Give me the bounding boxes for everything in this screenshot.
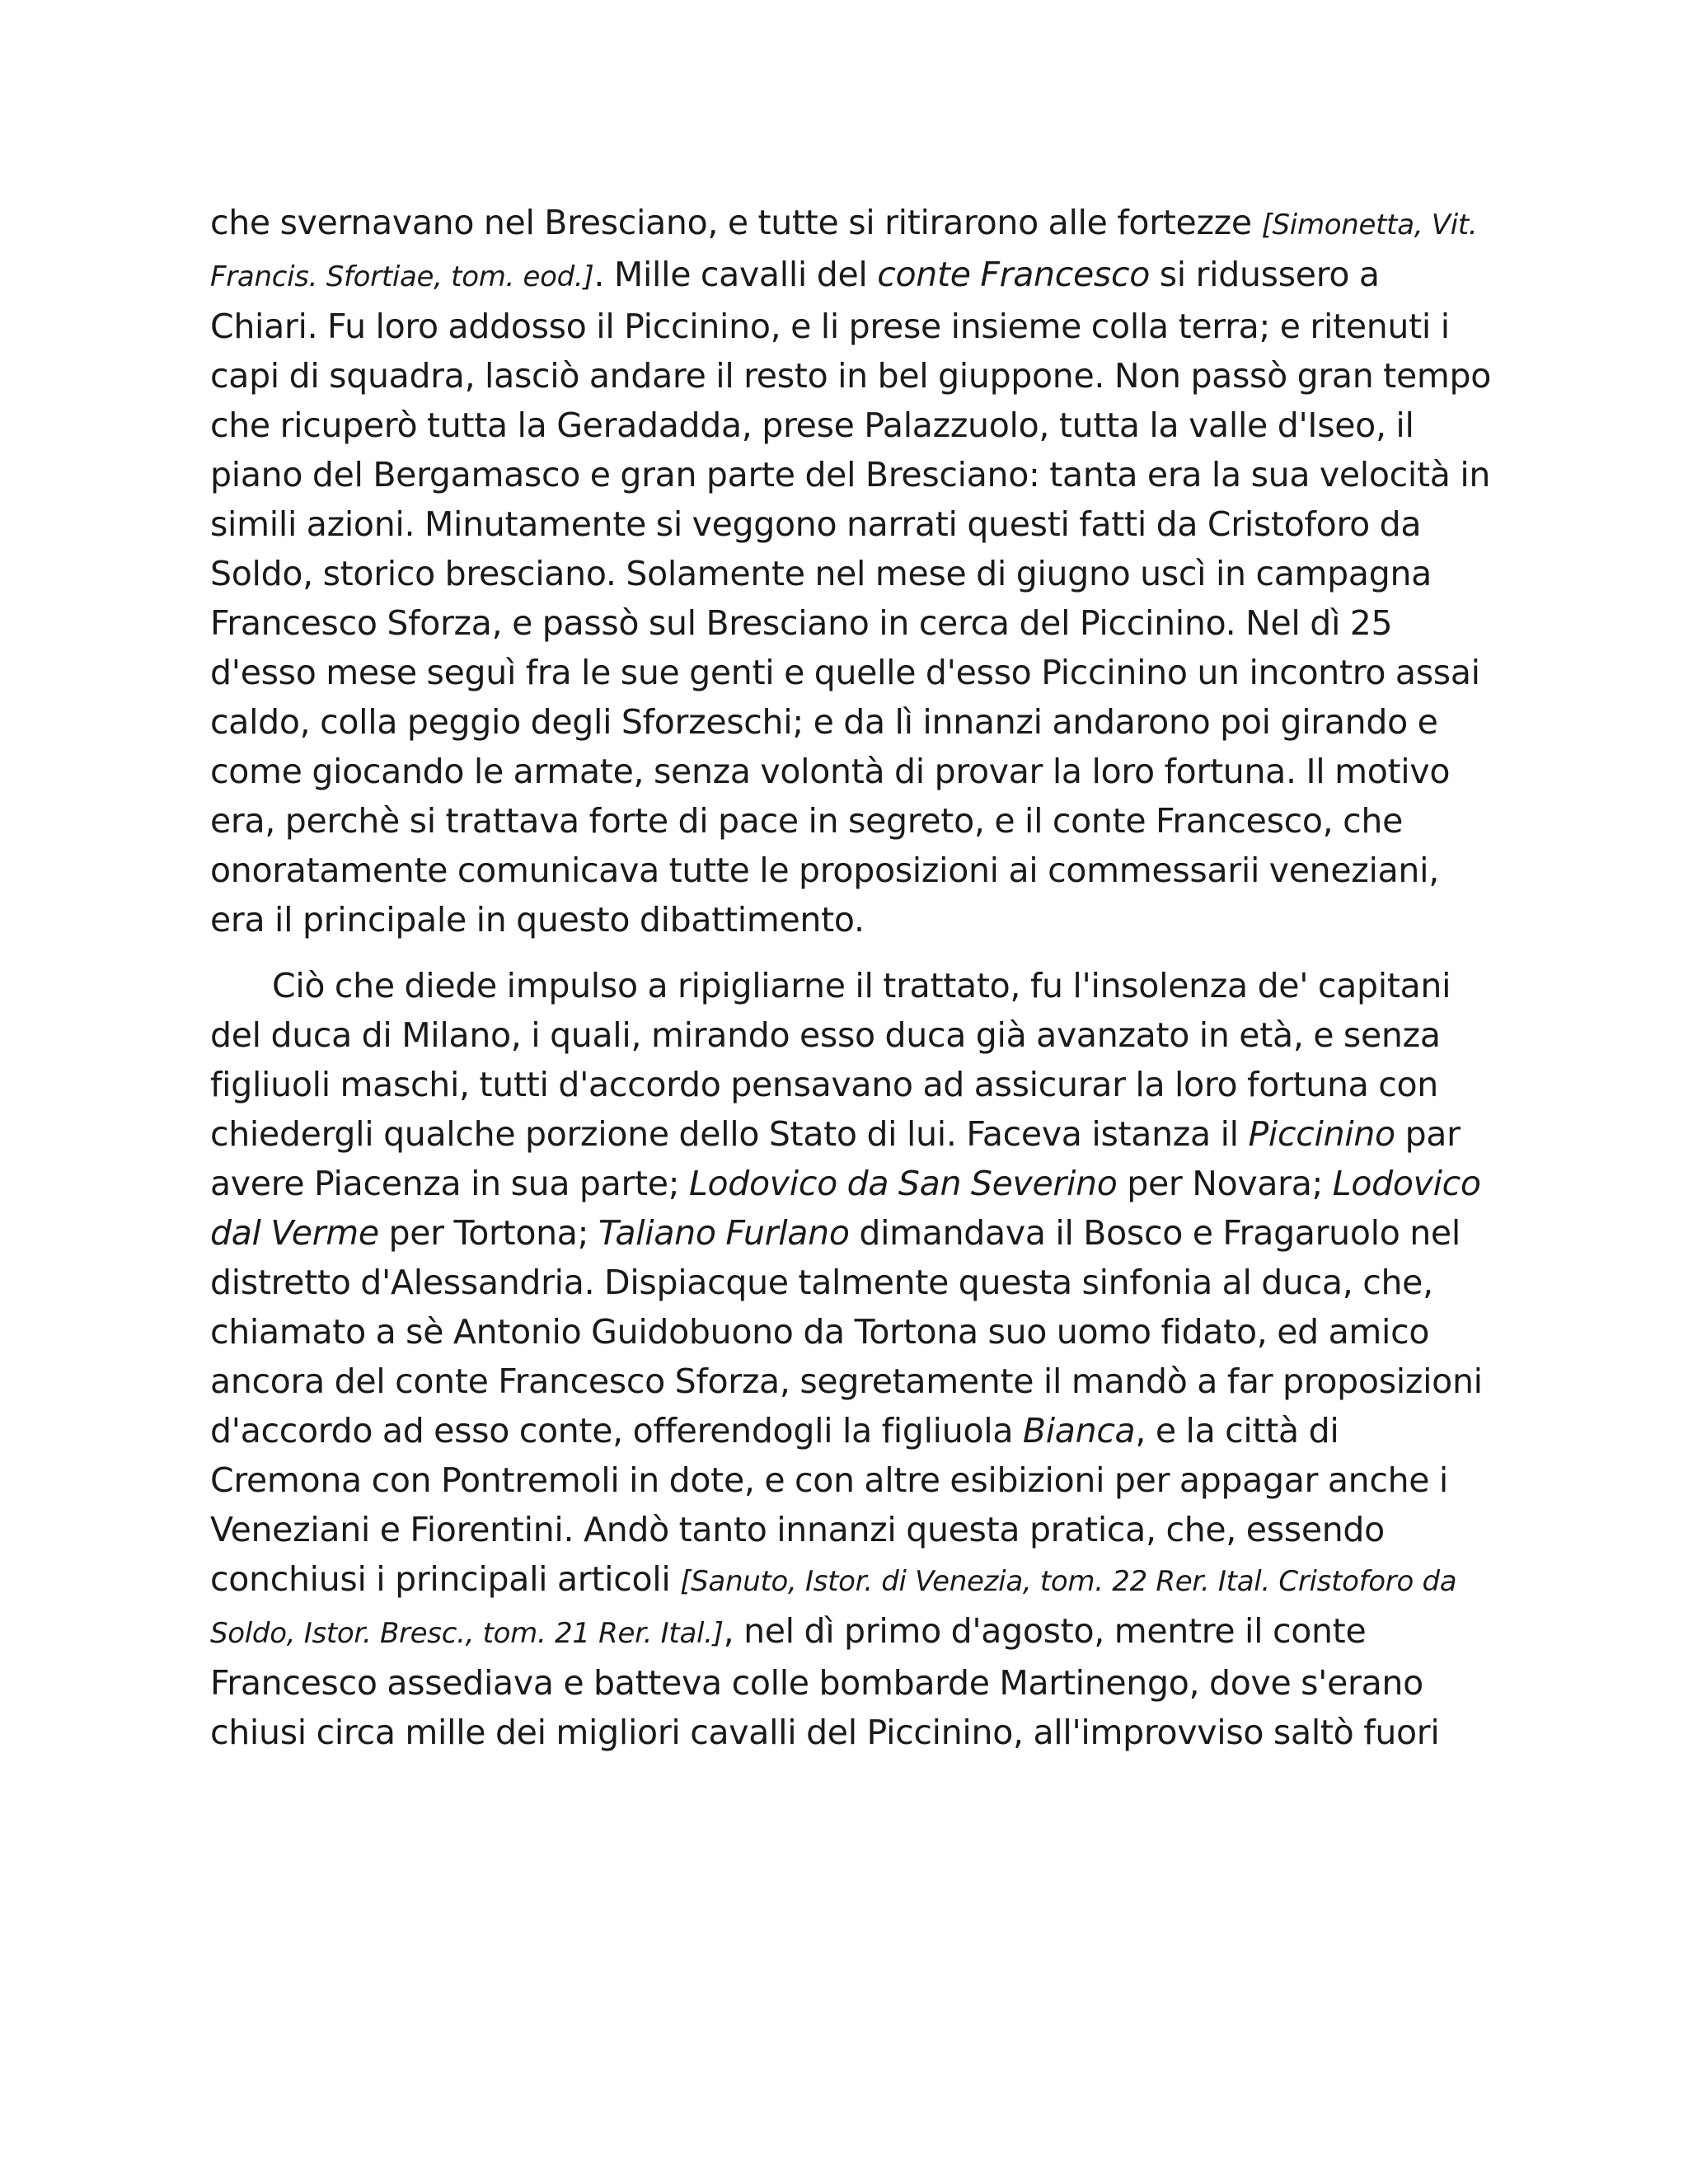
text-segment: par avere Piacenza in sua parte; [210, 1114, 1461, 1203]
italic-name: Piccinino [1248, 1114, 1395, 1154]
text-segment: si ridussero a Chiari. Fu loro addosso il Piccinino, e li prese insieme colla terra; e ritenuti i capi di squadra, lasciò andare il resto in bel giuppone. Non passò gran tempo che ricuperò tutta la Geradadda, prese Palazzuolo, tutta la valle d'Iseo, il piano del Bergamasco e gran parte del Bresciano: tanta era la sua velocità in simili azioni. Minutamente si veggono narrati questi fatti da Cristoforo da Soldo, storico bresciano. Solamente nel mese di giugno uscì in campagna Francesco Sforza, e passò sul Bresciano in cerca del Piccinino. Nel dì 25 d'esso mese seguì fra le sue genti e quelle d'esso Piccinino un incontro assai caldo, colla peggio degli Sforzeschi; e da lì innanzi andarono poi girando e come giocando le armate, senza volontà di provar la loro fortuna. Il motivo era, perchè si trattava forte di pace in segreto, e il conte Francesco, che onoratamente comunicava tutte le proposizioni ai commessarii veneziani, era il principale in questo dibattimento. [210, 255, 1492, 940]
text-segment: per Novara; [1117, 1164, 1333, 1203]
italic-name: conte Francesco [877, 255, 1150, 294]
text-segment: Ciò che diede impulso a ripigliarne il trattato, fu l'insolenza de' capitani del duca di Milano, i quali, mirando esso duca già avanzato in età, e senza figliuoli maschi, tutti d'accordo pensavano ad assicurar la loro fortuna con chiedergli qualche porzione dello Stato di lui. Faceva istanza il [210, 966, 1451, 1154]
italic-name: Lodovico da San Severino [688, 1164, 1118, 1203]
text-segment: . Mille cavalli del [593, 255, 878, 294]
text-segment: che svernavano nel Bresciano, e tutte si ritirarono alle fortezze [210, 203, 1262, 242]
citation-reference: [Sanuto, Istor. di Venezia, tom. 22 Rer. Ital. Cristoforo da Soldo, Istor. Bresc., tom. 21 Rer. Ital.] [210, 1565, 1457, 1650]
citation-reference: [Simonetta, Vit. Francis. Sfortiae, tom. eod.] [210, 209, 1478, 293]
page-body [210, 198, 1496, 1757]
italic-name: Lodovico dal Verme [210, 1164, 1481, 1253]
text-segment: , e la città di Cremona con Pontremoli in dote, e con altre esibizioni per appagar anche i Veneziani e Fiorentini. Andò tanto innanzi questa pratica, che, essendo conchiusi i principali articoli [210, 1411, 1448, 1599]
paragraph-2 [210, 961, 1496, 1757]
text-segment: , nel dì primo d'agosto, mentre il conte Francesco assediava e batteva colle bombarde Martinengo, dove s'erano chiusi circa mille dei migliori cavalli del Piccinino, all'improvviso saltò fuori [210, 1611, 1440, 1752]
text-segment: per Tortona; [378, 1213, 598, 1253]
text-segment: dimandava il Bosco e Fragaruolo nel distretto d'Alessandria. Dispiacque talmente questa sinfonia al duca, che, chiamato a sè Antonio Guidobuono da Tortona suo uomo fidato, ed amico ancora del conte Francesco Sforza, segretamente il mandò a far proposizioni d'accordo ad esso conte, offerendogli la figliuola [210, 1213, 1483, 1451]
paragraph-1 [210, 198, 1496, 944]
italic-name: Taliano Furlano [598, 1213, 850, 1253]
italic-name: Bianca [1022, 1411, 1136, 1451]
